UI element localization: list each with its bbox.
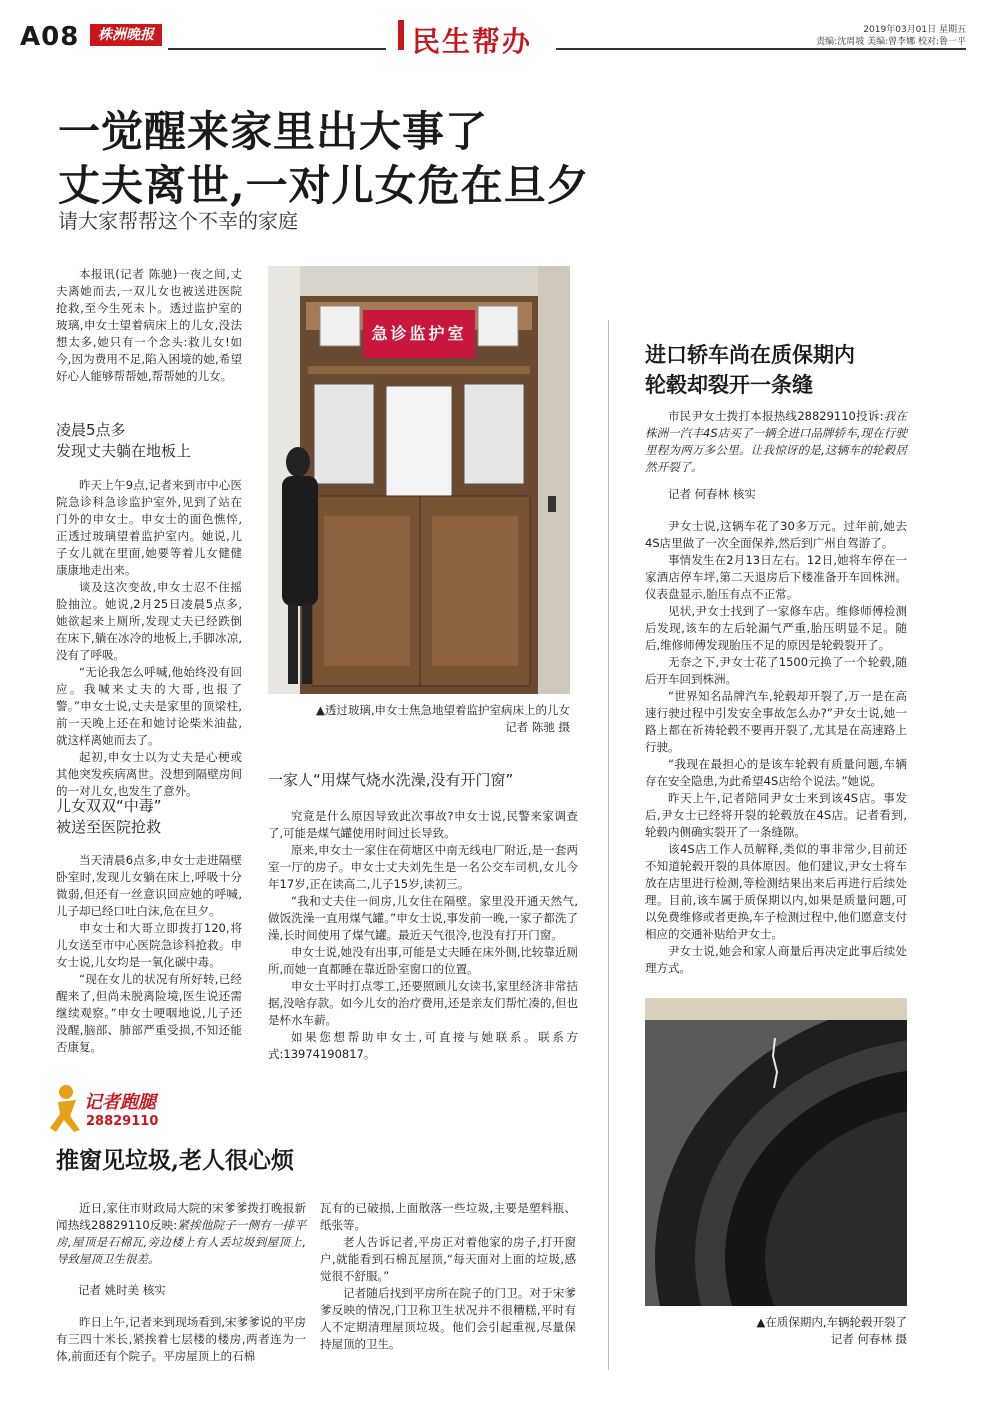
story1-deck: 请大家帮帮这个不幸的家庭 <box>58 209 298 233</box>
section-title: 民生帮办 <box>412 25 533 58</box>
paragraph: “世界知名品牌汽车,轮毂却开裂了,万一是在高速行驶过程中引发安全事故怎么办?”尹女士说,她一路上都在祈祷轮毂不要再开裂了,尤其是在高速路上行驶。 <box>645 689 907 754</box>
caption-line1: ▲在质保期内,车辆轮毂开裂了 <box>756 1315 907 1329</box>
masthead-logo: 株洲晚报 <box>90 24 162 46</box>
paragraph: 究竟是什么原因导致此次事故?申女士说,民警来家调查了,可能是煤气罐使用时间过长导致。 <box>268 809 578 840</box>
story1-subhead2 <box>56 796 246 838</box>
header-rule-left <box>168 48 386 50</box>
story3-intro <box>56 1200 306 1268</box>
intro-plain: 近日,家住市财政局大院的宋爹爹拨打晚报新闻热线28829110反映: <box>56 1201 306 1232</box>
issue-date: 2019年03月01日 星期五 <box>863 25 966 35</box>
photo2-caption <box>645 1314 907 1348</box>
editor-credits: 责编:沈周坡 美编:曾李娜 校对:鲁一平 <box>816 37 966 47</box>
story1-section3 <box>268 808 578 1063</box>
story2-byline: 记者 何春林 核实 <box>668 487 756 501</box>
cracked-wheel-photo <box>645 998 907 1306</box>
caption-line2: 记者 何春林 摄 <box>830 1332 907 1346</box>
paragraph: 记者随后找到平房所在院子的门卫。对于宋爹爹反映的情况,门卫称卫生状况并不很糟糕,平时有人不定期清理屋顶垃圾。他们会引起重视,尽量保持屋顶的卫生。 <box>320 1286 576 1351</box>
story3-byline: 记者 姚时美 核实 <box>78 1283 166 1297</box>
intro-plain: 市民尹女士拨打本报热线28829110投诉: <box>668 409 884 423</box>
page-number: A08 <box>20 22 80 52</box>
caption-line1: ▲透过玻璃,申女士焦急地望着监护室病床上的儿女 <box>316 703 570 717</box>
logo-number: 28829110 <box>86 1114 159 1129</box>
paragraph: “我和丈夫住一间房,儿女住在隔壁。家里没开通天然气,做饭洗澡一直用煤气罐。”申女士说,事发前一晚,一家子都洗了澡,长时间使用了煤气罐。最近天气很冷,也没有打开门窗。 <box>268 894 578 942</box>
story2-headline-line2: 轮毂却裂开一条缝 <box>645 372 813 397</box>
paragraph: 申女士和大哥立即拨打120,将儿女送至市中心医院急诊科抢救。申女士说,儿女均是一氧化碳中毒。 <box>56 921 242 969</box>
paragraph: 老人告诉记者,平房正对着他家的房子,打开窗户,就能看到石棉瓦屋顶,“每天面对上面的垃圾,感觉很不舒服。” <box>320 1235 576 1283</box>
column-divider <box>608 320 609 1370</box>
header-rule-right <box>556 48 966 50</box>
subhead1-line1: 凌晨5点多 <box>56 421 126 439</box>
section-bar <box>398 20 404 50</box>
logo-text: 记者跑腿 <box>84 1092 156 1113</box>
photo1-caption <box>268 702 570 736</box>
lead-paragraph: 本报讯(记者 陈驰)一夜之间,丈夫离她而去,一双儿女也被送进医院抢救,至今生死未卜。透过监护室的玻璃,申女士望着病床上的儿女,没法想太多,她只有一个念头:救儿女!如今,因为费用不足,陷入困境的她,希望好心人能够帮帮她,帮帮她的儿女。 <box>56 267 242 383</box>
intro-paragraph <box>645 408 907 476</box>
paragraph: 该4S店工作人员解释,类似的事非常少,目前还不知道轮毂开裂的具体原因。他们建议,尹女士将车放在店里进行检测,等检测结果出来后再进行后续处理。目前,该车属于质保期以内,如果是质量问题,可以免费维修或者更换,车子检测过程中,他们愿意支付相应的交通补贴给尹女士。 <box>645 842 907 941</box>
paragraph: 谈及这次变故,申女士忍不住摇脸抽泣。她说,2月25日凌晨5点多,她欲起来上厕所,发现丈夫已经跌倒在床下,躺在冰冷的地板上,手脚冰凉,没有了呼吸。 <box>56 580 242 662</box>
paragraph: “现在女儿的状况有所好转,已经醒来了,但尚未脱离险境,医生说还需继续观察。”申女士哽咽地说,儿子还没醒,脑部、肺部严重受损,不知还能否康复。 <box>56 972 242 1054</box>
icu-sign: 急诊监护室 <box>371 324 467 343</box>
paragraph: 见状,尹女士找到了一家修车店。维修师傅检测后发现,该车的左后轮漏气严重,胎压明显不足。随后,维修师傅发现胎压不足的原因是轮毂裂开了。 <box>645 604 907 652</box>
subhead2-line1: 儿女双双“中毒” <box>56 797 162 815</box>
subhead1-line2: 发现丈夫躺在地板上 <box>56 442 192 460</box>
headline-line2: 丈夫离世,一对儿女危在旦夕 <box>58 161 590 210</box>
paragraph: 无奈之下,尹女士花了1500元换了一个轮毂,随后开车回到株洲。 <box>645 655 907 686</box>
story2-headline <box>645 340 945 400</box>
story1-section1 <box>56 477 242 800</box>
story1-section2 <box>56 852 242 1056</box>
story1-subhead1 <box>56 420 246 462</box>
subhead2-line2: 被送至医院抢救 <box>56 818 162 836</box>
story1-lead <box>56 266 242 385</box>
paragraph: “无论我怎么呼喊,他始终没有回应。我喊来丈夫的大哥,也报了警。”申女士说,丈夫是家里的顶梁柱,前一天晚上还在和她讨论柴米油盐,就这样离她而去了。 <box>56 665 242 747</box>
paragraph: 如果您想帮助申女士,可直接与她联系。联系方式:13974190817。 <box>268 1030 578 1061</box>
paragraph: 起初,申女士以为丈夫是心梗或其他突发疾病离世。没想到隔壁房间的一对儿女,也发生了意外。 <box>56 750 242 798</box>
paragraph: 申女士平时打点零工,还要照顾儿女读书,家里经济非常拮据,没啥存款。如今儿女的治疗费用,还是亲友们帮忙凑的,但也是杯水车薪。 <box>268 979 578 1027</box>
paragraph: 昨天上午9点,记者来到市中心医院急诊科急诊监护室外,见到了站在门外的申女士。申女士的面色憔悴,正透过玻璃望着监护室内。她说,儿子女儿就在里面,她要等着儿女健健康康地走出来。 <box>56 478 242 577</box>
icu-door-photo <box>268 266 570 694</box>
story3-body-right <box>320 1200 576 1353</box>
story2-headline-line1: 进口轿车尚在质保期内 <box>645 342 855 367</box>
story1-subhead3: 一家人“用煤气烧水洗澡,没有开门窗” <box>268 771 514 789</box>
intro-paragraph <box>56 1200 306 1268</box>
story1-headline <box>58 105 590 213</box>
paragraph: 瓦有的已破损,上面散落一些垃圾,主要是塑料瓶、纸张等。 <box>320 1201 576 1232</box>
story2-body <box>645 518 907 977</box>
paragraph: “我现在最担心的是该车轮毂有质量问题,车辆存在安全隐患,为此希望4S店给个说法。”她说。 <box>645 757 907 788</box>
intro-italic: 我在株洲一汽丰4S店买了一辆全进口品牌轿车,现在行驶里程为两万多公里。让我惊讶的是,这辆车的轮毂居然开裂了。 <box>645 409 908 474</box>
paragraph: 当天清晨6点多,申女士走进隔壁卧室时,发现儿女躺在床上,呼吸十分微弱,但还有一丝意识回应她的呼喊,儿子却已经口吐白沫,危在旦夕。 <box>56 853 242 918</box>
headline-line1: 一觉醒来家里出大事了 <box>58 107 489 156</box>
paragraph: 尹女士说,她会和家人商量后再决定此事后续处理方式。 <box>645 944 907 975</box>
paragraph: 昨天上午,记者陪同尹女士来到该4S店。事发后,尹女士已经将开裂的轮毂放在4S店。记者看到,轮毂内侧确实裂开了一条缝隙。 <box>645 791 907 839</box>
paragraph: 事情发生在2月13日左右。12日,她将车停在一家酒店停车坪,第二天退房后下楼准备开车回株洲。仪表盘显示,胎压有点不正常。 <box>645 553 907 601</box>
paragraph: 昨日上午,记者来到现场看到,宋爹爹说的平房有三四十米长,紧挨着七层楼的楼房,两者连为一体,前面还有个院子。平房屋顶上的石棉 <box>56 1315 306 1363</box>
story3-body-left <box>56 1314 306 1365</box>
paragraph: 原来,申女士一家住在荷塘区中南无线电厂附近,是一套两室一厅的房子。申女士丈夫刘先生是一名公交车司机,女儿今年17岁,正在读高二,儿子15岁,读初三。 <box>268 843 578 891</box>
paragraph: 尹女士说,这辆车花了30多万元。过年前,她去4S店里做了一次全面保养,然后到广州自驾游了。 <box>645 519 907 550</box>
date-info <box>740 24 966 48</box>
story2-intro <box>645 408 907 476</box>
intro-italic: 紧挨他院子一侧有一排平房,屋顶是石棉瓦,旁边楼上有人丢垃圾到屋顶上,导致屋顶卫生很差。 <box>56 1218 306 1266</box>
caption-line2: 记者 陈驰 摄 <box>505 720 570 734</box>
paragraph: 申女士说,她没有出事,可能是丈夫睡在床外侧,比较靠近厕所,而她一直都睡在靠近卧室窗口的位置。 <box>268 945 578 976</box>
story3-headline: 推窗见垃圾,老人很心烦 <box>56 1147 295 1174</box>
reporter-errand-logo <box>46 1078 166 1138</box>
